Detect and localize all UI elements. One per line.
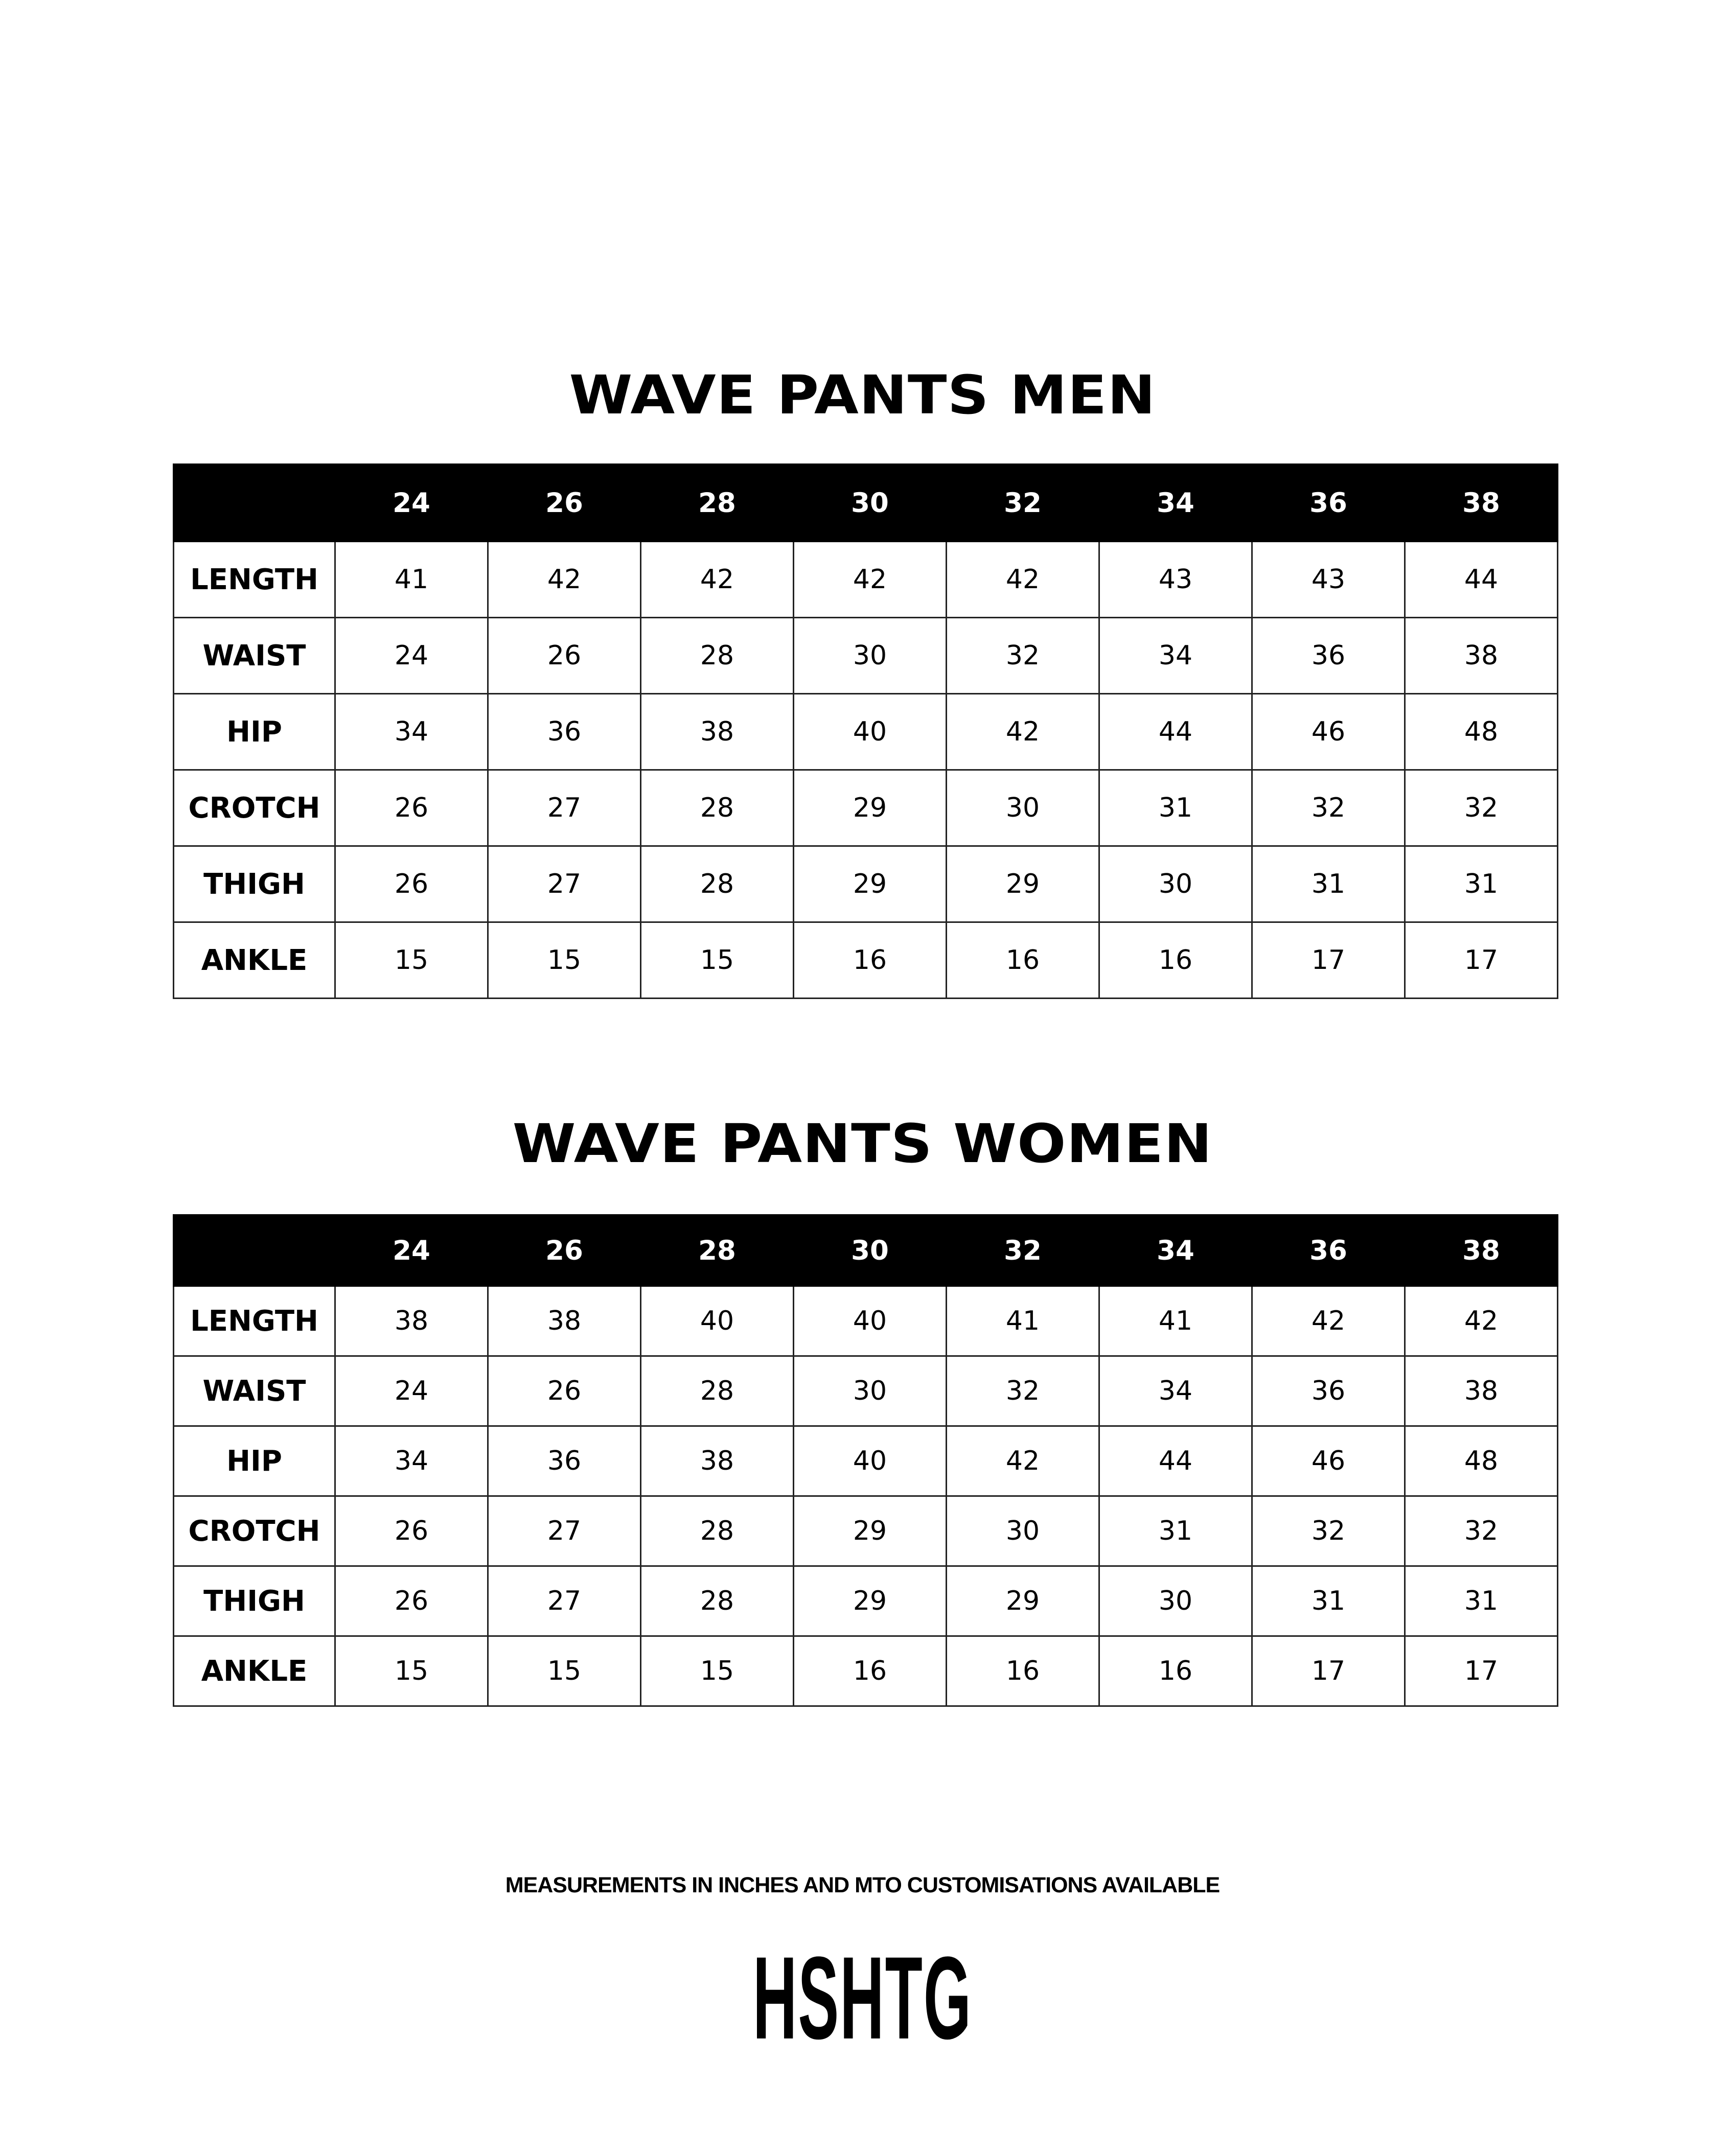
table-cell: 26: [488, 618, 641, 694]
table-cell: 41: [1099, 1286, 1252, 1356]
table-cell: 17: [1405, 922, 1558, 999]
size-header: 28: [641, 465, 794, 542]
table-cell: 42: [641, 542, 794, 618]
table-cell: 15: [641, 922, 794, 999]
row-label: HIP: [174, 694, 335, 770]
table-cell: 31: [1405, 846, 1558, 922]
table-cell: 24: [335, 618, 488, 694]
size-header: 28: [641, 1215, 794, 1286]
table-cell: 44: [1099, 1426, 1252, 1496]
table-cell: 41: [335, 542, 488, 618]
measurement-note: MEASUREMENTS IN INCHES AND MTO CUSTOMISATIONS AVAILABLE: [505, 1873, 1220, 1897]
table-cell: 36: [488, 1426, 641, 1496]
table-cell: 42: [1405, 1286, 1558, 1356]
table-cell: 42: [947, 542, 1099, 618]
table-row: [174, 1356, 1558, 1426]
row-label: HIP: [174, 1426, 335, 1496]
table-cell: 38: [1405, 618, 1558, 694]
row-label: WAIST: [174, 1356, 335, 1426]
table-cell: 32: [1252, 770, 1405, 846]
table-cell: 38: [488, 1286, 641, 1356]
table-cell: 29: [794, 770, 947, 846]
table-cell: 40: [794, 1426, 947, 1496]
row-label: WAIST: [174, 618, 335, 694]
table-cell: 46: [1252, 694, 1405, 770]
size-header: 30: [794, 465, 947, 542]
table-cell: 17: [1405, 1636, 1558, 1706]
table-cell: 31: [1099, 1496, 1252, 1566]
table-cell: 36: [1252, 1356, 1405, 1426]
table-cell: 26: [335, 846, 488, 922]
table-row: [174, 542, 1558, 618]
table-cell: 16: [794, 1636, 947, 1706]
table-cell: 26: [335, 770, 488, 846]
table-cell: 40: [794, 694, 947, 770]
header-row: [174, 1215, 1558, 1286]
table-cell: 16: [794, 922, 947, 999]
row-label: THIGH: [174, 1566, 335, 1636]
table-cell: 41: [947, 1286, 1099, 1356]
table-cell: 42: [947, 694, 1099, 770]
table-cell: 36: [488, 694, 641, 770]
table-cell: 27: [488, 846, 641, 922]
men-size-table: [173, 463, 1558, 999]
table-cell: 32: [1252, 1496, 1405, 1566]
table-row: [174, 770, 1558, 846]
table-cell: 30: [1099, 846, 1252, 922]
table-cell: 48: [1405, 694, 1558, 770]
women-size-table: [173, 1214, 1558, 1707]
table-cell: 15: [488, 922, 641, 999]
size-header: 32: [947, 465, 1099, 542]
table-cell: 40: [794, 1286, 947, 1356]
table-cell: 31: [1252, 1566, 1405, 1636]
table-cell: 16: [1099, 922, 1252, 999]
table-cell: 28: [641, 1496, 794, 1566]
table-cell: 34: [335, 694, 488, 770]
table-cell: 32: [1405, 770, 1558, 846]
table-cell: 29: [947, 846, 1099, 922]
table-cell: 32: [947, 1356, 1099, 1426]
table-cell: 46: [1252, 1426, 1405, 1496]
size-header: 38: [1405, 1215, 1558, 1286]
table-cell: 15: [335, 1636, 488, 1706]
table-cell: 30: [947, 770, 1099, 846]
table-cell: 29: [794, 846, 947, 922]
table-cell: 34: [1099, 618, 1252, 694]
table-cell: 17: [1252, 1636, 1405, 1706]
table-cell: 27: [488, 1496, 641, 1566]
table-row: [174, 846, 1558, 922]
table-cell: 30: [947, 1496, 1099, 1566]
brand-logo: HSHTG: [753, 1932, 972, 2064]
table-cell: 29: [794, 1566, 947, 1636]
size-header: 38: [1405, 465, 1558, 542]
table-cell: 32: [947, 618, 1099, 694]
table-row: [174, 1636, 1558, 1706]
size-header: 36: [1252, 1215, 1405, 1286]
table-cell: 32: [1405, 1496, 1558, 1566]
table-cell: 38: [1405, 1356, 1558, 1426]
table-cell: 27: [488, 1566, 641, 1636]
table-row: [174, 694, 1558, 770]
size-header: 30: [794, 1215, 947, 1286]
size-header: 34: [1099, 465, 1252, 542]
table-cell: 34: [1099, 1356, 1252, 1426]
table-cell: 38: [641, 1426, 794, 1496]
table-row: [174, 1566, 1558, 1636]
table-cell: 42: [794, 542, 947, 618]
table-cell: 27: [488, 770, 641, 846]
size-header: 24: [335, 1215, 488, 1286]
table-cell: 30: [794, 618, 947, 694]
table-row: [174, 1286, 1558, 1356]
size-header: 32: [947, 1215, 1099, 1286]
size-header: 36: [1252, 465, 1405, 542]
size-header: 24: [335, 465, 488, 542]
table-cell: 15: [641, 1636, 794, 1706]
table-row: [174, 1496, 1558, 1566]
table-cell: 28: [641, 770, 794, 846]
table-cell: 28: [641, 618, 794, 694]
table-cell: 24: [335, 1356, 488, 1426]
table-cell: 44: [1405, 542, 1558, 618]
table-cell: 40: [641, 1286, 794, 1356]
row-label: CROTCH: [174, 1496, 335, 1566]
women-chart-title: WAVE PANTS WOMEN: [512, 1112, 1213, 1175]
table-cell: 34: [335, 1426, 488, 1496]
table-cell: 30: [1099, 1566, 1252, 1636]
table-cell: 28: [641, 846, 794, 922]
row-label: LENGTH: [174, 1286, 335, 1356]
table-cell: 48: [1405, 1426, 1558, 1496]
size-header: 26: [488, 465, 641, 542]
table-cell: 17: [1252, 922, 1405, 999]
table-cell: 29: [947, 1566, 1099, 1636]
row-label: CROTCH: [174, 770, 335, 846]
corner-cell: [174, 1215, 335, 1286]
table-cell: 28: [641, 1566, 794, 1636]
table-cell: 31: [1252, 846, 1405, 922]
table-cell: 30: [794, 1356, 947, 1426]
table-cell: 31: [1405, 1566, 1558, 1636]
table-cell: 28: [641, 1356, 794, 1426]
row-label: THIGH: [174, 846, 335, 922]
table-cell: 38: [641, 694, 794, 770]
table-cell: 31: [1099, 770, 1252, 846]
table-row: [174, 922, 1558, 999]
table-cell: 26: [335, 1496, 488, 1566]
header-row: [174, 465, 1558, 542]
table-cell: 16: [947, 1636, 1099, 1706]
table-cell: 15: [488, 1636, 641, 1706]
corner-cell: [174, 465, 335, 542]
table-cell: 42: [1252, 1286, 1405, 1356]
table-cell: 36: [1252, 618, 1405, 694]
size-header: 34: [1099, 1215, 1252, 1286]
table-cell: 44: [1099, 694, 1252, 770]
men-chart-title: WAVE PANTS MEN: [569, 364, 1156, 426]
table-cell: 29: [794, 1496, 947, 1566]
row-label: LENGTH: [174, 542, 335, 618]
row-label: ANKLE: [174, 1636, 335, 1706]
table-cell: 42: [947, 1426, 1099, 1496]
table-row: [174, 1426, 1558, 1496]
size-header: 26: [488, 1215, 641, 1286]
row-label: ANKLE: [174, 922, 335, 999]
table-cell: 15: [335, 922, 488, 999]
table-cell: 26: [488, 1356, 641, 1426]
table-row: [174, 618, 1558, 694]
table-cell: 43: [1252, 542, 1405, 618]
table-cell: 38: [335, 1286, 488, 1356]
table-cell: 42: [488, 542, 641, 618]
table-cell: 16: [947, 922, 1099, 999]
table-cell: 26: [335, 1566, 488, 1636]
table-cell: 16: [1099, 1636, 1252, 1706]
table-cell: 43: [1099, 542, 1252, 618]
